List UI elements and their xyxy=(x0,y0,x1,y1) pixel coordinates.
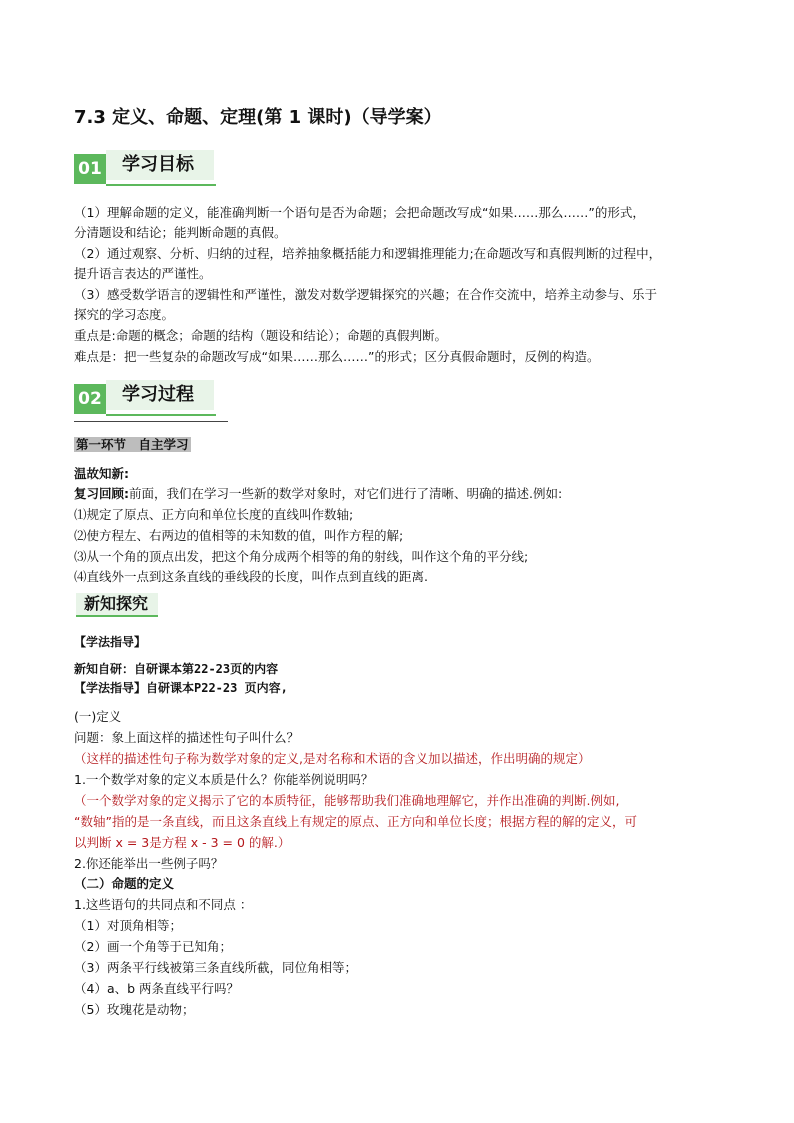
explore-underline xyxy=(76,615,158,617)
explore-heading: 新知探究 xyxy=(76,593,158,615)
step-label: 第一环节 自主学习 xyxy=(76,437,189,452)
example-item: （2）画一个角等于已知角； xyxy=(74,939,232,954)
question: 1.这些语句的共同点和不同点 ： xyxy=(74,897,253,912)
answer: “数轴”指的是一条直线，而且这条直线上有规定的原点、正方向和单位长度；根据方程的解的定义，可 xyxy=(74,814,637,829)
step-heading xyxy=(74,435,191,455)
key-points: 重点是:命题的概念；命题的结构（题设和结论）；命题的真假判断。 xyxy=(74,328,447,343)
question: 问题：象上面这样的描述性句子叫什么？ xyxy=(74,730,300,745)
section-underline xyxy=(106,414,216,416)
review-intro xyxy=(74,484,562,504)
question: 2.你还能举出一些例子吗？ xyxy=(74,856,224,871)
review-intro-text: 前面，我们在学习一些新的数学对象时，对它们进行了清晰、明确的描述.例如: xyxy=(129,486,563,501)
section-number: 01 xyxy=(74,154,106,184)
example-item: （3）两条平行线被第三条直线所截，同位角相等； xyxy=(74,960,357,975)
part2-title: （二）命题的定义 xyxy=(74,876,175,891)
answer: （这样的描述性句子称为数学对象的定义,是对名称和术语的含义加以描述，作出明确的规定） xyxy=(74,751,591,766)
goal-line: （2）通过观察、分析、归纳的过程，培养抽象概括能力和逻辑推理能力;在命题改写和真假判断的过程中， xyxy=(74,246,662,261)
difficult-points: 难点是：把一些复杂的命题改写成“如果……那么……”的形式；区分真假命题时，反例的构造。 xyxy=(74,349,600,364)
section-label: 学习目标 xyxy=(106,150,214,180)
goal-line: 提升语言表达的严谨性。 xyxy=(74,266,212,281)
review-intro-label: 复习回顾: xyxy=(74,486,129,501)
review-item: ⑶从一个角的顶点出发，把这个角分成两个相等的角的射线，叫作这个角的平分线; xyxy=(74,549,529,564)
example-item: （5）玫瑰花是动物； xyxy=(74,1002,195,1017)
goal-line: （3）感受数学语言的逻辑性和严谨性，激发对数学逻辑探究的兴趣；在合作交流中，培养主动参与、乐于 xyxy=(74,287,657,302)
section-number: 02 xyxy=(74,384,106,414)
goal-line: 分清题设和结论；能判断命题的真假。 xyxy=(74,225,287,240)
goal-line: （1）理解命题的定义，能准确判断一个语句是否为命题；会把命题改写成“如果……那么……”的形式， xyxy=(74,205,645,220)
study-guide-self: 新知自研：自研课本第22-23页的内容 xyxy=(74,662,279,676)
example-item: （4）a、b 两条直线平行吗？ xyxy=(74,981,240,996)
question: 1.一个数学对象的定义本质是什么？你能举例说明吗？ xyxy=(74,772,374,787)
study-guide: 【学法指导】 xyxy=(74,635,147,649)
example-item: （1）对顶角相等； xyxy=(74,918,182,933)
study-guide-pages: 【学法指导】自研课本P22-23 页内容, xyxy=(74,681,288,695)
part1-title: (一)定义 xyxy=(74,709,122,724)
section-rule xyxy=(74,421,228,422)
goal-line: 探究的学习态度。 xyxy=(74,307,175,322)
review-title: 温故知新: xyxy=(74,466,129,481)
answer: 以判断 x = 3是方程 x - 3 = 0 的解.） xyxy=(74,835,291,850)
review-item: ⑷直线外一点到这条直线的垂线段的长度，叫作点到直线的距离. xyxy=(74,569,428,584)
page-title: 7.3 定义、命题、定理(第 1 课时)（导学案） xyxy=(74,107,442,128)
section-underline xyxy=(106,184,216,186)
review-item: ⑴规定了原点、正方向和单位长度的直线叫作数轴; xyxy=(74,507,354,522)
review-item: ⑵使方程左、右两边的值相等的未知数的值，叫作方程的解; xyxy=(74,528,404,543)
section-label: 学习过程 xyxy=(106,380,214,410)
answer: （一个数学对象的定义揭示了它的本质特征，能够帮助我们准确地理解它，并作出准确的判断.例如, xyxy=(74,793,620,808)
